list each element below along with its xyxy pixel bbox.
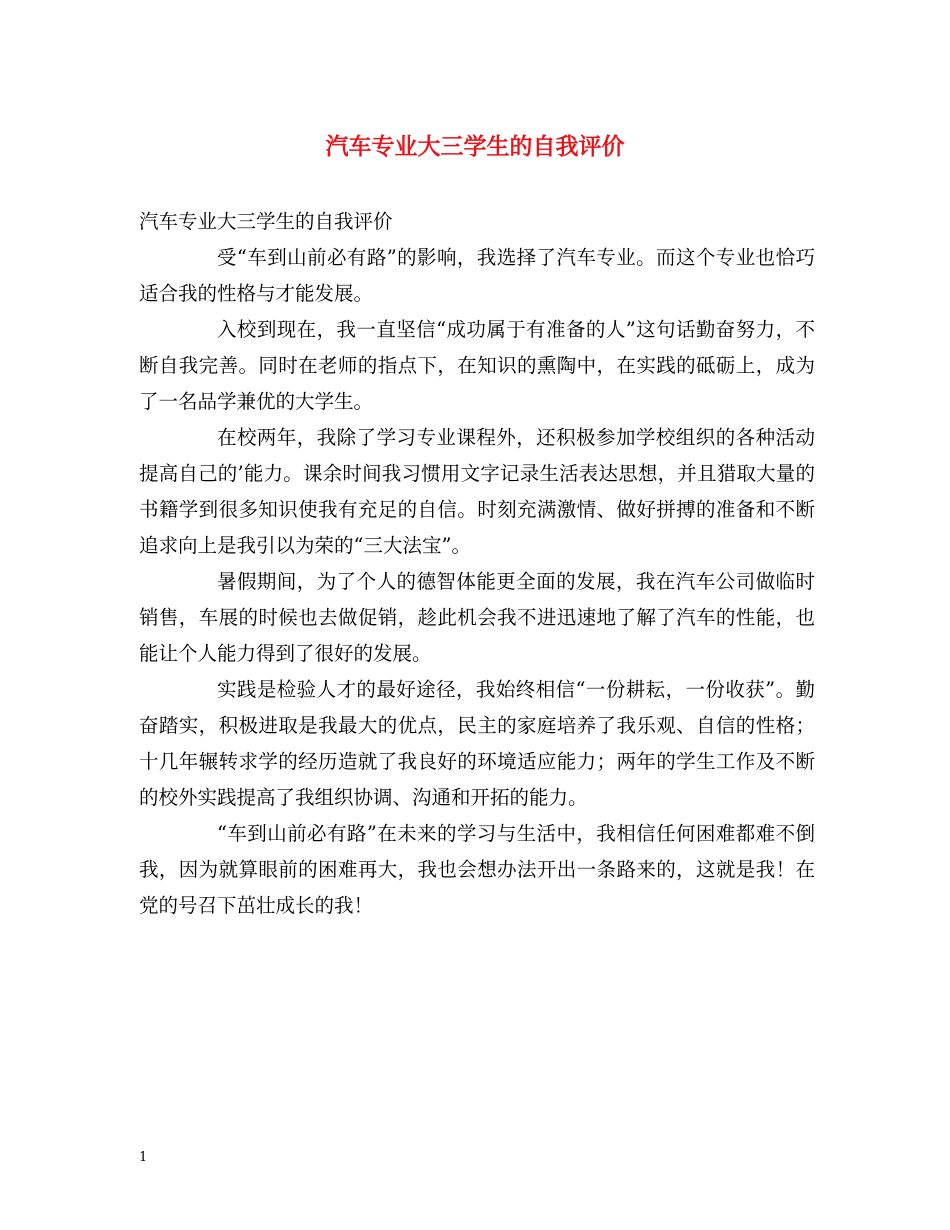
paragraph-6: “车到山前必有路”在未来的学习与生活中，我相信任何困难都难不倒我，因为就算眼前的困难再大，我也会想办法开出一条路来的，这就是我！在党的号召下茁壮成长的我！	[139, 822, 815, 917]
document-body	[139, 204, 815, 924]
paragraph-3: 在校两年，我除了学习专业课程外，还积极参加学校组织的各种活动提高自己的’能力。课余时间我习惯用文字记录生活表达思想，并且猎取大量的书籍学到很多知识使我有充足的自信。时刻充满激情、做好拼搏的准备和不断追求向上是我引以为荣的“三大法宝”。	[139, 426, 815, 557]
paragraph-4: 暑假期间，为了个人的德智体能更全面的发展，我在汽车公司做临时销售，车展的时候也去做促销，趁此机会我不进迅速地了解了汽车的性能，也能让个人能力得到了很好的发展。	[139, 570, 815, 665]
paragraph-1: 受“车到山前必有路”的影响，我选择了汽车专业。而这个专业也恰巧适合我的性格与才能发展。	[139, 246, 815, 305]
document-title: 汽车专业大三学生的自我评价	[325, 133, 625, 160]
paragraph-2: 入校到现在，我一直坚信“成功属于有准备的人”这句话勤奋努力，不断自我完善。同时在老师的指点下，在知识的熏陶中，在实践的砥砺上，成为了一名品学兼优的大学生。	[139, 318, 815, 413]
paragraph-5: 实践是检验人才的最好途径，我始终相信“一份耕耘，一份收获”。勤奋踏实，积极进取是我最大的优点，民主的家庭培养了我乐观、自信的性格；十几年辗转求学的经历造就了我良好的环境适应能力；两年的学生工作及不断的校外实践提高了我组织协调、沟通和开拓的能力。	[139, 678, 815, 809]
document-subtitle: 汽车专业大三学生的自我评价	[139, 210, 393, 233]
page-number: 1	[139, 1150, 148, 1165]
